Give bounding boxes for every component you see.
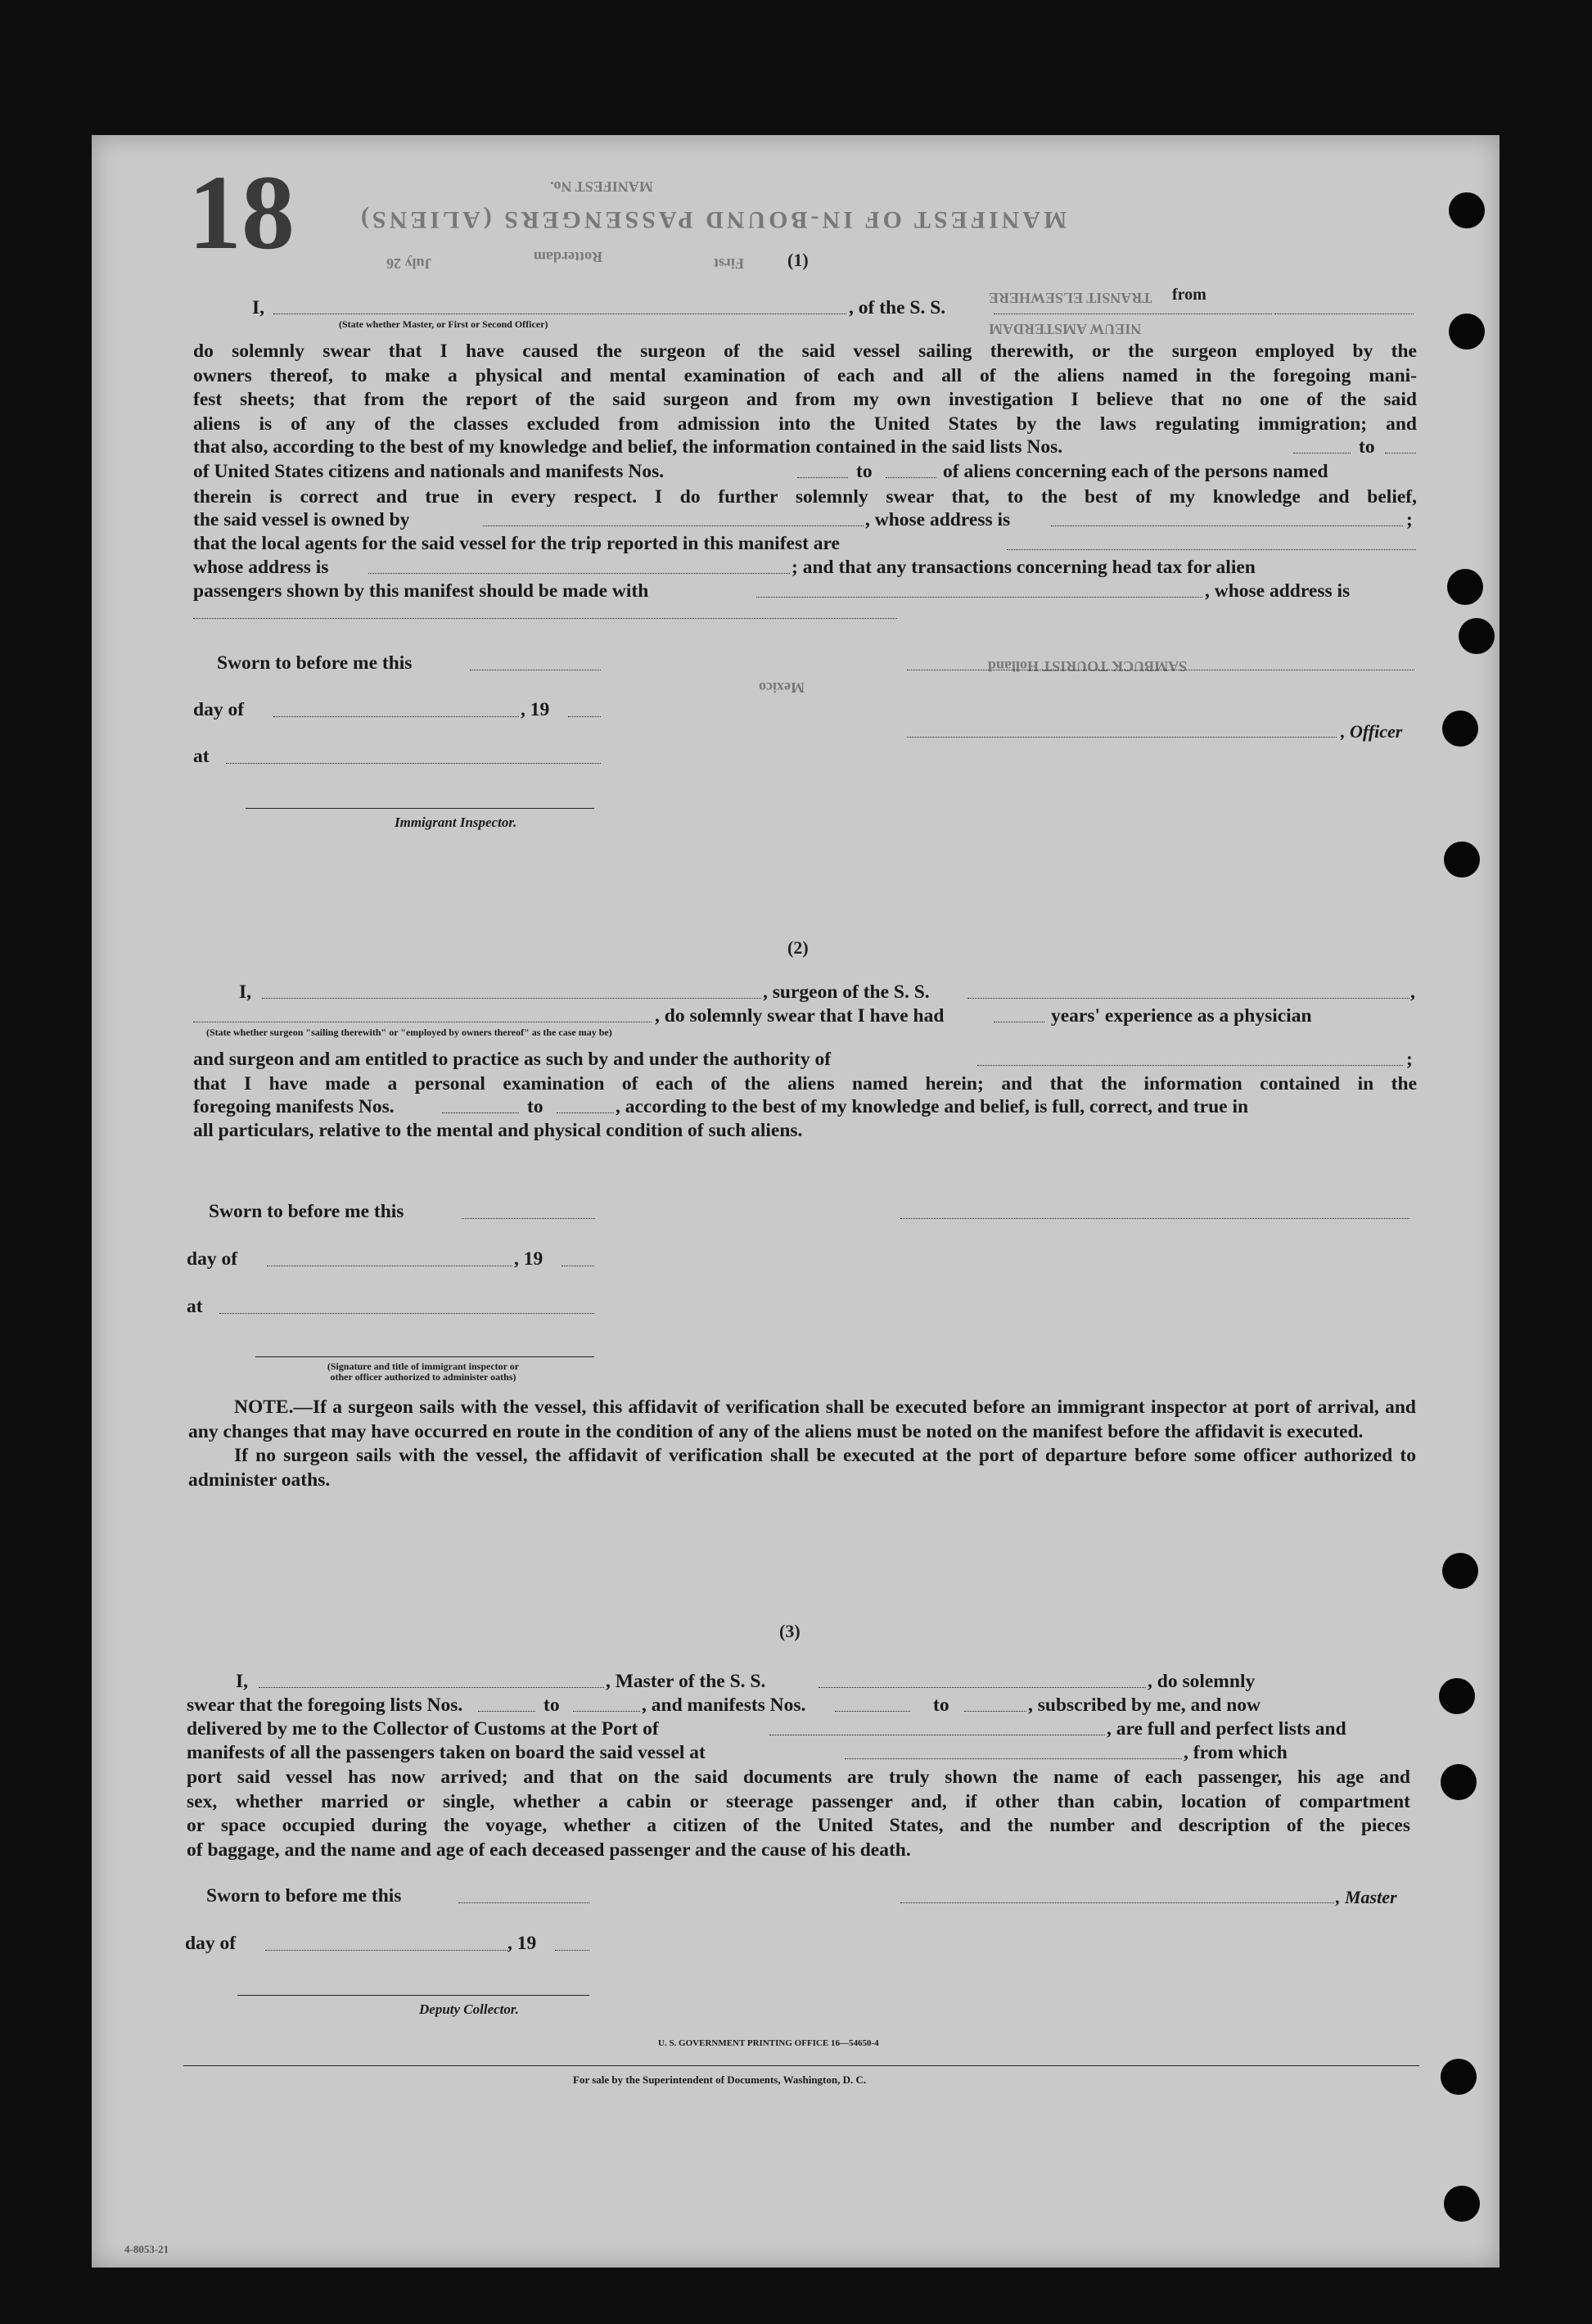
- binder-hole: [1441, 1764, 1477, 1800]
- s3-from-which: , from which: [1184, 1742, 1288, 1763]
- s3-vessel-blank: [819, 1687, 1146, 1688]
- s2-surgeon-caption: (State whether surgeon "sailing therewith" or "employed by owners thereof" as the case may be): [206, 1027, 612, 1038]
- s1-officer-title-blank: [907, 737, 1337, 738]
- binder-hole: [1447, 569, 1483, 605]
- s1-sworn-label: Sworn to before me this: [217, 652, 413, 674]
- s1-local-agents: that the local agents for the said vessel for the trip reported in this manifest are: [193, 533, 840, 554]
- s2-vessel-blank: [967, 998, 1409, 999]
- s3-master-label: , Master: [1336, 1887, 1397, 1907]
- ghost-manifest-no: MANIFEST No.: [550, 178, 653, 195]
- ghost-vessel-2: TRANSIT ELSEWHERE: [989, 290, 1152, 306]
- s3-deputy-label: Deputy Collector.: [419, 2001, 519, 2017]
- s3-manifests-from-blank: [835, 1711, 910, 1712]
- s1-semicolon: ;: [1406, 509, 1413, 530]
- s3-delivered: delivered by me to the Collector of Customs at the Port of: [187, 1718, 659, 1740]
- s3-year-label: , 19: [507, 1933, 537, 1954]
- s1-officer-label: , Officer: [1341, 721, 1403, 742]
- section-1-number: (1): [787, 250, 809, 270]
- binder-hole: [1459, 618, 1495, 654]
- s1-owned-by: the said vessel is owned by: [193, 509, 410, 530]
- s3-to-2: to: [933, 1694, 949, 1716]
- gpo-imprint: U. S. GOVERNMENT PRINTING OFFICE 16—54650-4: [658, 2038, 879, 2048]
- s1-from-label: from: [1172, 286, 1206, 304]
- ghost-agent: SAMBUCK TOURIST Holland: [988, 658, 1188, 675]
- s1-line-5: that also, according to the best of my knowledge and belief, the information contained in the said lists Nos.: [193, 436, 1063, 458]
- binder-hole: [1442, 1553, 1478, 1589]
- s3-line: of baggage, and the name and age of each deceased passenger and the cause of his death.: [187, 1839, 911, 1861]
- s3-line: or space occupied during the voyage, whether a citizen of the United States, and the number and description of the pieces: [187, 1815, 1410, 1836]
- s2-surgeon-of-ss: , surgeon of the S. S.: [763, 981, 930, 1003]
- s2-sworn-label: Sworn to before me this: [209, 1201, 404, 1222]
- s3-i-label: I,: [236, 1671, 249, 1692]
- s3-deputy-line: [237, 1995, 589, 1996]
- s1-line: do solemnly swear that I have caused the surgeon of the said vessel sailing therewith, or the surgeon employed by the: [193, 341, 1417, 362]
- s2-swear-had: , do solemnly swear that I have had: [655, 1005, 945, 1027]
- s3-swear-lists: swear that the foregoing lists Nos.: [187, 1694, 463, 1716]
- s1-line: therein is correct and true in every respect. I do further solemnly swear that, to the best of my knowledge and belief,: [193, 486, 1417, 508]
- binder-hole: [1444, 842, 1480, 878]
- section-2-number: (2): [787, 937, 809, 958]
- s1-owner-address: , whose address is: [865, 509, 1011, 530]
- s2-from-blank: [442, 1112, 519, 1113]
- s2-line: that I have made a personal examination of each of the aliens named herein; and that the information contained in the: [193, 1073, 1417, 1094]
- s1-line: aliens is of any of the classes excluded from admission into the United States by the laws regulating immigration; and: [193, 413, 1417, 435]
- s1-manifests-to-blank: [886, 477, 936, 478]
- s2-day-of-label: day of: [187, 1248, 238, 1270]
- s2-surgeon-name-blank: [262, 998, 761, 999]
- s2-caption-line: (Signature and title of immigrant inspector or: [327, 1361, 520, 1372]
- binder-hole: [1441, 2059, 1477, 2095]
- ghost-manifest-title: MANIFEST OF IN-BOUND PASSENGERS (ALIENS): [358, 206, 1067, 233]
- footer-rule: [183, 2065, 1419, 2066]
- s3-line: port said vessel has now arrived; and that on the said documents are truly shown the name of each passenger, his age and: [187, 1767, 1410, 1788]
- ghost-vessel-1: NIEUW AMSTERDAM: [989, 321, 1142, 337]
- s1-year-blank: [568, 716, 601, 717]
- s3-to-1: to: [543, 1694, 560, 1716]
- s2-comma: ,: [1410, 981, 1415, 1003]
- s3-subscribed: , subscribed by me, and now: [1028, 1694, 1261, 1716]
- s2-note-2: If no surgeon sails with the vessel, the affidavit of verification shall be executed at the port of departure before some officer authorized to administer oaths.: [188, 1445, 1416, 1491]
- s2-authority-blank: [977, 1065, 1403, 1066]
- s1-lists-to-blank: [1385, 453, 1416, 454]
- ghost-port: Mexico: [759, 679, 805, 696]
- page-number-stamp: 18: [188, 154, 295, 272]
- s3-year-blank: [555, 1950, 589, 1951]
- binder-hole: [1449, 192, 1485, 228]
- s3-departure-port-blank: [845, 1758, 1182, 1759]
- s3-day-of-label: day of: [185, 1933, 237, 1954]
- s1-head-tax: ; and that any transactions concerning head tax for alien: [791, 557, 1256, 578]
- s1-of-ss-label: , of the S. S.: [849, 297, 946, 318]
- s1-officer-caption: (State whether Master, or First or Second Officer): [339, 318, 548, 330]
- s1-year-label: , 19: [521, 699, 550, 720]
- s2-sworn-blank: [462, 1218, 595, 1219]
- binder-hole: [1444, 2186, 1480, 2222]
- s1-agents-blank: [1007, 549, 1416, 550]
- s2-inspector-line: [255, 1356, 594, 1357]
- s1-lists-from-blank: [1293, 453, 1351, 454]
- s2-semicolon: ;: [1406, 1049, 1413, 1070]
- s1-inspector-line: [246, 808, 594, 809]
- s1-line-6a: of United States citizens and nationals and manifests Nos.: [193, 461, 665, 482]
- ghost-from: Rotterdam: [534, 249, 602, 265]
- s1-line-7: [193, 485, 1417, 510]
- s3-lists-from-blank: [478, 1711, 535, 1712]
- s1-line: fest sheets; that from the report of the said surgeon and from my own investigation I believe that no one of the said: [193, 389, 1417, 410]
- s3-manifests-to-blank: [964, 1711, 1026, 1712]
- s3-day-blank: [265, 1950, 507, 1951]
- s3-sworn-label: Sworn to before me this: [206, 1885, 402, 1907]
- s3-manifests-of-all: manifests of all the passengers taken on board the said vessel at: [187, 1742, 706, 1763]
- binder-hole: [1439, 1678, 1475, 1714]
- s1-head-tax-address-blank: [193, 618, 897, 619]
- s3-master-name-blank: [259, 1687, 604, 1688]
- s2-to-blank: [557, 1112, 614, 1113]
- s2-manifests-nos: foregoing manifests Nos.: [193, 1096, 395, 1117]
- s1-lists-to: to: [1359, 436, 1375, 458]
- s3-sworn-blank: [458, 1902, 589, 1903]
- s1-at-blank: [226, 763, 601, 764]
- s2-according: , according to the best of my knowledge and belief, is full, correct, and true in: [616, 1096, 1249, 1117]
- s1-at-label: at: [193, 746, 210, 767]
- section-3-number: (3): [779, 1621, 801, 1641]
- sale-notice: For sale by the Superintendent of Documents, Washington, D. C.: [573, 2074, 867, 2086]
- s1-day-of-label: day of: [193, 699, 245, 720]
- s2-note: [188, 1396, 1416, 1492]
- s1-inspector-label: Immigrant Inspector.: [395, 815, 517, 830]
- s3-body-text: [187, 1766, 1410, 1862]
- s1-head-tax-blank: [756, 597, 1202, 598]
- s2-i-label: I,: [239, 981, 252, 1003]
- s2-years-experience: years' experience as a physician: [1051, 1005, 1312, 1027]
- s2-caption-line: other officer authorized to administer oaths): [330, 1371, 516, 1383]
- ghost-class: First: [714, 255, 744, 272]
- s3-do-solemnly: , do solemnly: [1148, 1671, 1256, 1692]
- s1-line: owners thereof, to make a physical and mental examination of each and all of the aliens named in the foregoing mani-: [193, 364, 1417, 386]
- ghost-date: July 26: [386, 255, 432, 272]
- s2-surgeon-signature-blank: [900, 1218, 1409, 1219]
- s1-manifests-from-blank: [797, 477, 848, 478]
- s1-whose-address: whose address is: [193, 557, 329, 578]
- binder-hole: [1449, 314, 1485, 350]
- s3-master-signature-blank: [900, 1902, 1334, 1903]
- s2-at-label: at: [187, 1296, 203, 1317]
- s2-all-particulars: all particulars, relative to the mental and physical condition of such aliens.: [193, 1120, 803, 1141]
- corner-code: 4-8053-21: [124, 2243, 169, 2255]
- s3-line: sex, whether married or single, whether a cabin or steerage passenger and, if other than cabin, location of compartment: [187, 1790, 1410, 1812]
- s3-lists-to-blank: [573, 1711, 640, 1712]
- s2-at-blank: [219, 1313, 594, 1314]
- s2-signature-caption: [247, 1361, 599, 1383]
- s3-master-of-ss: , Master of the S. S.: [606, 1671, 766, 1692]
- s2-line-4: [193, 1072, 1417, 1097]
- s2-authority: and surgeon and am entitled to practice as such by and under the authority of: [193, 1049, 832, 1070]
- s1-body-text: [193, 340, 1417, 436]
- s2-note-1: NOTE.—If a surgeon sails with the vessel, this affidavit of verification shall be executed before an immigrant inspector at port of arrival, and any changes that may have occurred en route in the condition of any of the aliens must be noted on the manifest before the affidavit is executed.: [188, 1397, 1416, 1442]
- s3-full-perfect: , are full and perfect lists and: [1107, 1718, 1346, 1740]
- s2-to: to: [527, 1096, 543, 1117]
- s3-and-manifests: , and manifests Nos.: [642, 1694, 806, 1716]
- s1-line-6c: of aliens concerning each of the persons named: [943, 461, 1328, 482]
- s1-day-blank: [273, 716, 519, 717]
- s1-whose-address-2: , whose address is: [1205, 580, 1351, 602]
- s2-year-label: , 19: [514, 1248, 543, 1270]
- s1-i-label: I,: [252, 297, 265, 318]
- manifest-page: [92, 135, 1500, 2268]
- s1-passengers-shown: passengers shown by this manifest should be made with: [193, 580, 649, 602]
- s1-line-6b: to: [856, 461, 873, 482]
- s1-agents-address-blank: [368, 573, 790, 574]
- binder-hole: [1442, 711, 1478, 747]
